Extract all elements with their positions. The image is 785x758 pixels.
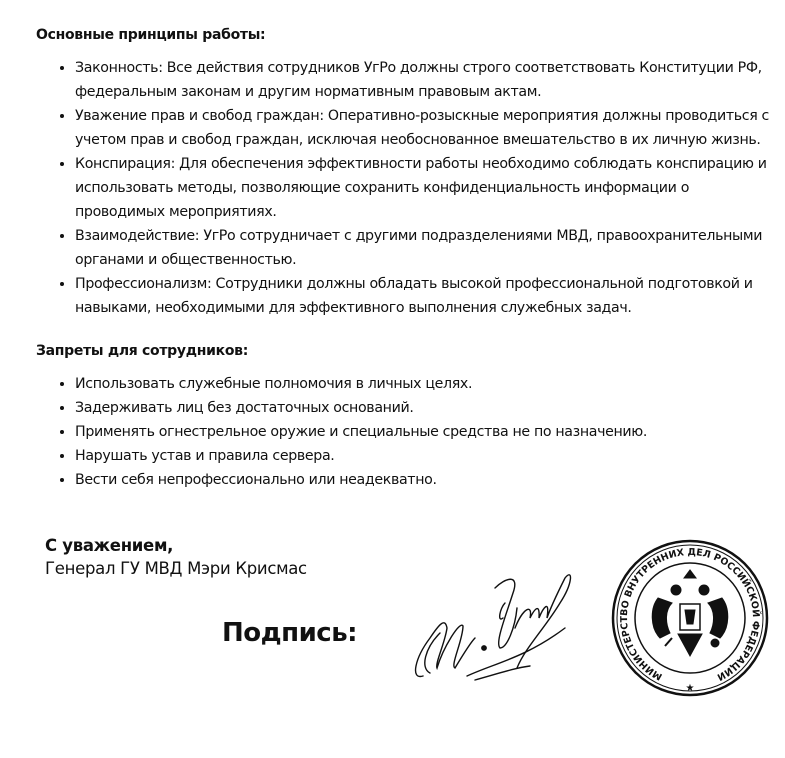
closing-section — [0, 536, 785, 706]
prohibitions-heading: Запреты для сотрудников: — [36, 343, 249, 359]
list-item: • Применять огнестрельное оружие и специальные средства не по назначению. — [75, 420, 775, 444]
signature-label: Подпись: — [222, 618, 358, 648]
list-item: • Взаимодействие: УгРо сотрудничает с другими подразделениями МВД, правоохранительными органами и общественностью. — [75, 224, 775, 272]
prohibitions-list — [44, 372, 775, 492]
list-item: • Задерживать лиц без достаточных оснований. — [75, 396, 775, 420]
principles-heading: Основные принципы работы: — [36, 27, 266, 43]
regards-text: С уважением, — [45, 536, 174, 555]
list-item: • Уважение прав и свобод граждан: Оперативно-розыскные мероприятия должны проводиться с учетом прав и свобод граждан, исключая необоснованное вмешательство в их личную жизнь. — [75, 104, 775, 152]
list-item: • Профессионализм: Сотрудники должны обладать высокой профессиональной подготовкой и навыками, необходимыми для эффективного выполнения служебных задач. — [75, 272, 775, 320]
author-name: Генерал ГУ МВД Мэри Крисмас — [45, 559, 307, 578]
list-item: • Вести себя непрофессионально или неадекватно. — [75, 468, 775, 492]
list-item: • Законность: Все действия сотрудников УгРо должны строго соответствовать Конституции РФ, федеральным законам и другим нормативным правовым актам. — [75, 56, 775, 104]
double-headed-eagle-icon — [652, 570, 728, 656]
list-item: • Конспирация: Для обеспечения эффективности работы необходимо соблюдать конспирацию и использовать методы, позволяющие сохранить конфиденциальность информации о проводимых мероприятиях. — [75, 152, 775, 224]
star-icon: ★ — [685, 683, 695, 694]
seal-text: МИНИСТЕРСТВО ВНУТРЕННИХ ДЕЛ РОССИЙСКОЙ ФЕДЕРАЦИИ — [618, 546, 762, 683]
principles-list — [44, 56, 775, 320]
handwritten-signature — [405, 548, 605, 688]
list-item: • Нарушать устав и правила сервера. — [75, 444, 775, 468]
list-item: • Использовать служебные полномочия в личных целях. — [75, 372, 775, 396]
ministry-seal — [610, 538, 770, 698]
